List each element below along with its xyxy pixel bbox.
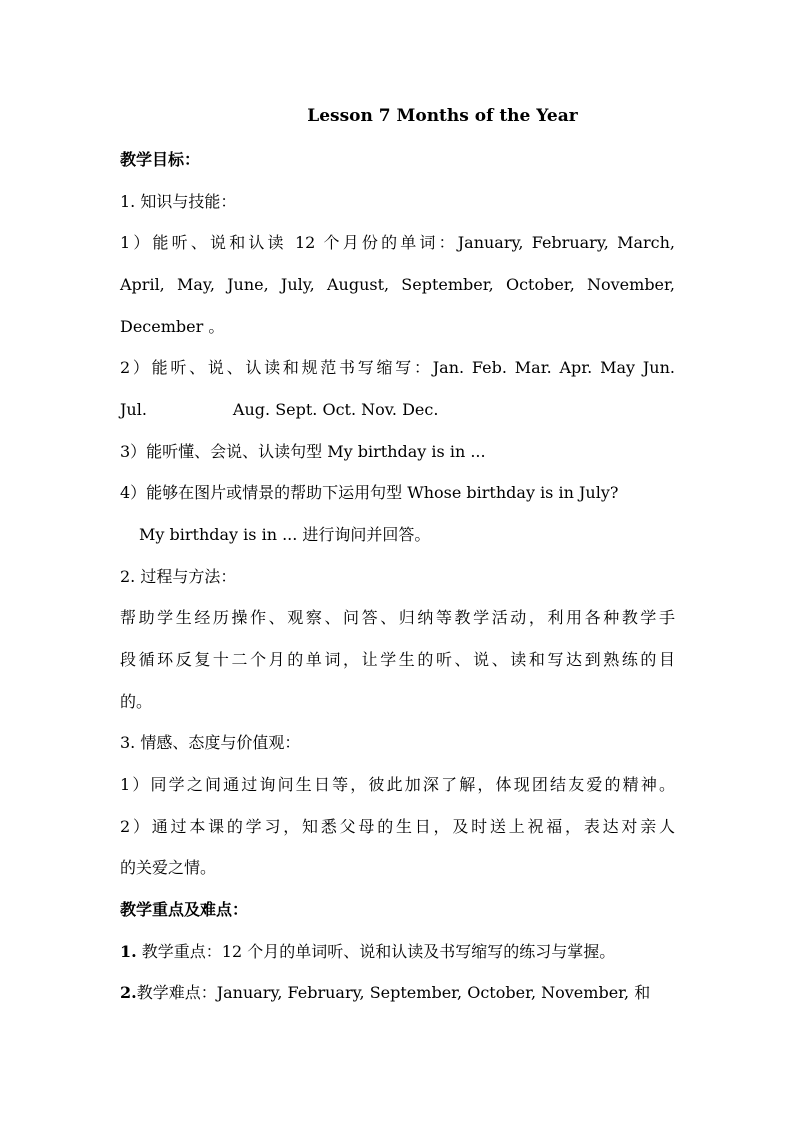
skill-item-4-line-1: 4）能够在图片或情景的帮助下运用句型 Whose birthday is in July? bbox=[120, 483, 619, 502]
process-method-heading: 2. 过程与方法： bbox=[120, 567, 237, 586]
emotion-attitude-heading: 3. 情感、态度与价值观： bbox=[120, 733, 301, 752]
key-point-2-text: 教学难点：January, February, September, October, November, 和 bbox=[136, 983, 651, 1002]
skill-item-1-line-3: December 。 bbox=[120, 317, 225, 336]
objectives-heading: 教学目标： bbox=[120, 150, 201, 169]
abbrev-jul: Jul. bbox=[120, 400, 147, 419]
key-point-1-number: 1. bbox=[120, 942, 137, 961]
key-difficult-heading: 教学重点及难点： bbox=[120, 900, 249, 919]
skill-item-2-line-1: 2）能听、说、认读和规范书写缩写：Jan. Feb. Mar. Apr. May Jun. bbox=[120, 358, 675, 377]
skill-item-3: 3）能听懂、会说、认读句型 My birthday is in ... bbox=[120, 442, 486, 461]
process-text-line-2: 段循环反复十二个月的单词，让学生的听、说、读和写达到熟练的目 bbox=[120, 650, 675, 669]
emotion-item-2-line-2: 的关爱之情。 bbox=[120, 858, 217, 877]
process-text-line-3: 的。 bbox=[120, 692, 153, 711]
process-text-line-1: 帮助学生经历操作、观察、问答、归纳等教学活动，利用各种教学手 bbox=[120, 608, 675, 627]
skill-item-4-line-2: My birthday is in ... 进行询问并回答。 bbox=[139, 525, 431, 544]
abbrev-rest: Aug. Sept. Oct. Nov. Dec. bbox=[232, 400, 439, 419]
key-point-2 bbox=[120, 981, 675, 1005]
key-point-1-text: 教学重点：12 个月的单词听、说和认读及书写缩写的练习与掌握。 bbox=[141, 942, 616, 961]
key-point-1 bbox=[120, 940, 675, 964]
emotion-item-1: 1）同学之间通过询问生日等，彼此加深了解，体现团结友爱的精神。 bbox=[120, 775, 675, 794]
skill-item-1-line-2: April, May, June, July, August, September, October, November, bbox=[120, 275, 675, 294]
key-point-2-number: 2. bbox=[120, 983, 137, 1002]
skill-item-2-line-2 bbox=[120, 398, 675, 422]
lesson-title: Lesson 7 Months of the Year bbox=[307, 106, 578, 126]
knowledge-skills-heading: 1. 知识与技能： bbox=[120, 192, 237, 211]
emotion-item-2-line-1: 2）通过本课的学习，知悉父母的生日，及时送上祝福，表达对亲人 bbox=[120, 817, 675, 836]
skill-item-1-line-1: 1）能听、说和认读 12 个月份的单词：January, February, March, bbox=[120, 233, 675, 252]
